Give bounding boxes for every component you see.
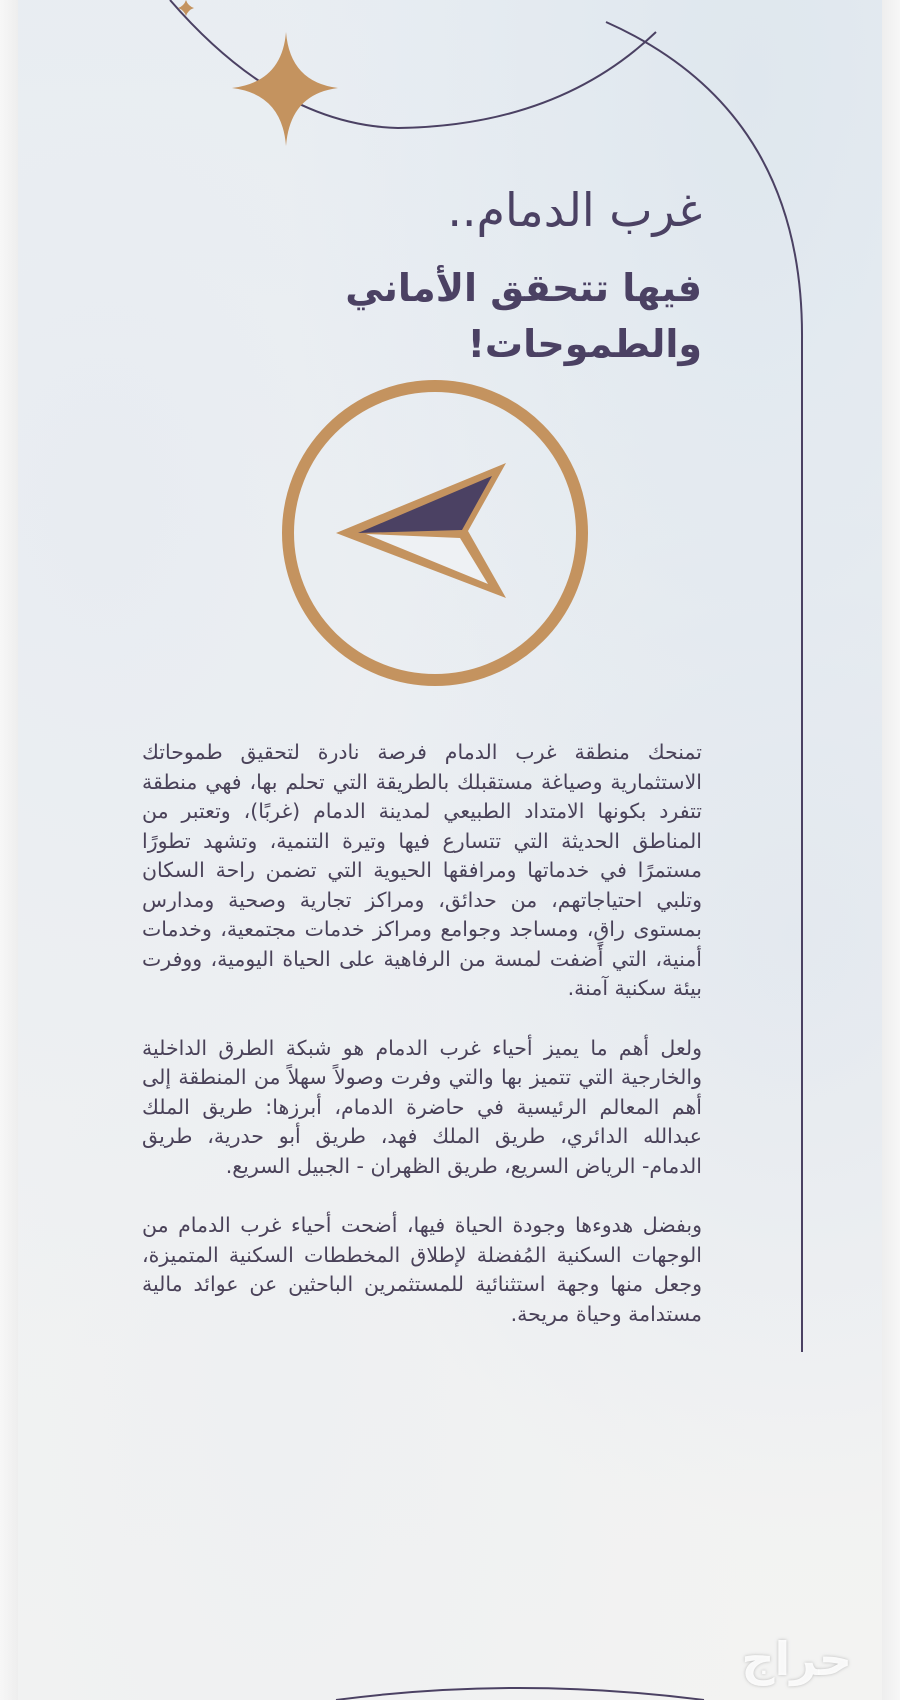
paragraph-intro: تمنحك منطقة غرب الدمام فرصة نادرة لتحقيق طموحاتك الاستثمارية وصياغة مستقبلك بالطريقة التي تحلم بها، فهي منطقة تتفرد بكونها الامتداد الطبيعي لمدينة الدمام (غربًا)، وتعتبر من المناطق الحديثة التي تتسارع فيها وتيرة التنمية، وتشهد تطورًا مستمرًا في خدماتها ومرافقها الحيوية التي تضمن راحة السكان وتلبي احتياجاتهم، من حدائق، ومراكز تجارية وصحية ومدارس بمستوى راقٍ، ومساجد وجوامع ومراكز خدمات مجتمعية، وخدمات أمنية، التي أضفت لمسة من الرفاهية على الحياة اليومية، ووفرت بيئة سكنية آمنة. <box>142 740 702 1000</box>
body-text <box>142 738 702 1359</box>
headline <box>142 180 702 372</box>
page-edge-right <box>882 0 900 1700</box>
brochure-page <box>18 0 882 1700</box>
bottom-arc-line <box>336 1688 704 1700</box>
paragraph-lifestyle: وبفضل هدوءها وجودة الحياة فيها، أضحت أحياء غرب الدمام من الوجهات السكنية المُفضلة لإطلاق المخططات السكنية المتميزة، وجعل منها وجهة استثنائية للمستثمرين الباحثين عن عوائد مالية مستدامة وحياة مريحة. <box>142 1213 702 1326</box>
navigation-arrow-icon <box>280 378 590 688</box>
headline-subtitle: فيها تتحقق الأماني والطموحات! <box>345 266 702 366</box>
top-arc-line <box>170 0 656 128</box>
watermark-logo: حراج <box>741 1632 852 1686</box>
four-point-star-icon <box>232 32 338 146</box>
paragraph-roads: ولعل أهم ما يميز أحياء غرب الدمام هو شبكة الطرق الداخلية والخارجية التي تتميز بها والتي وفرت وصولاً سهلاً من المنطقة إلى أهم المعالم الرئيسية في حاضرة الدمام، أبرزها: طريق الملك عبدالله الدائري، طريق الملك فهد، طريق أبو حدرية، طريق الدمام- الرياض السريع، طريق الظهران - الجبيل السريع. <box>142 1035 702 1178</box>
headline-title: غرب الدمام.. <box>447 183 702 237</box>
page-edge-left <box>0 0 18 1700</box>
small-star-icon <box>178 0 194 16</box>
